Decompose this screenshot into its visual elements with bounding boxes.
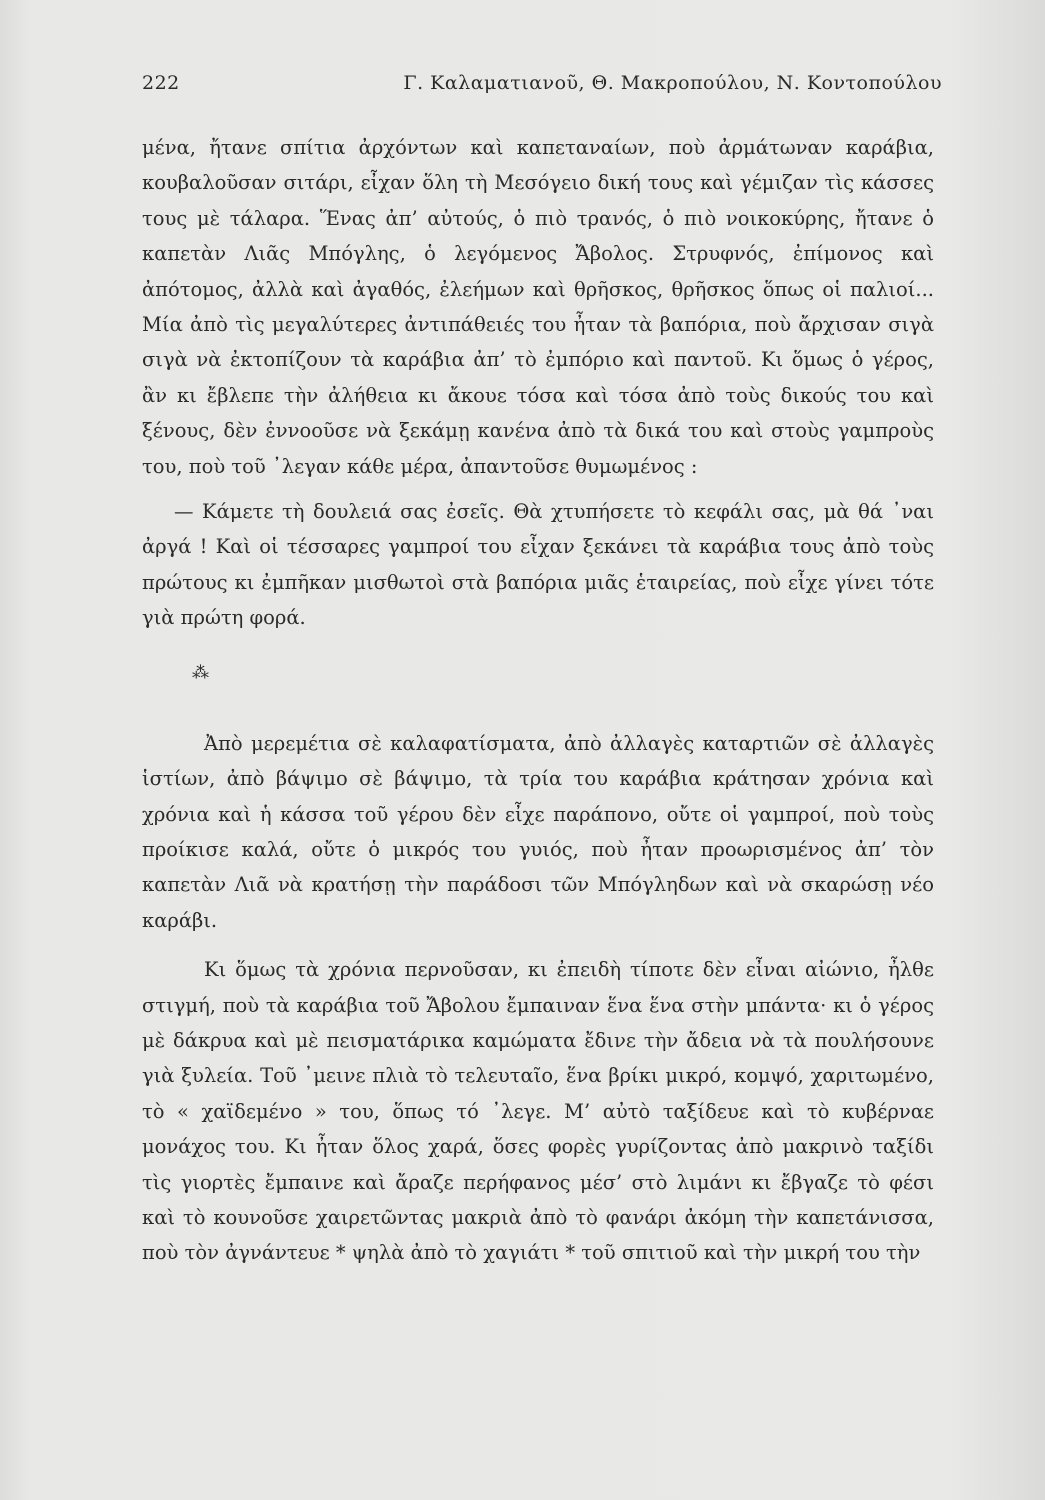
- paragraph-dialogue: — Κάμετε τὴ δουλειά σας ἐσεῖς. Θὰ χτυπήσετε τὸ κεφάλι σας, μὰ θά ᾽ναι ἀργά ! Καὶ οἱ τέσσαρες γαμπροί του εἶχαν ξεκάνει τὰ καράβια τους ἀπὸ τοὺς πρώτους κι ἐμπῆκαν μισθωτοὶ στὰ βαπόρια μιᾶς ἑταιρείας, ποὺ εἶχε γίνει τότε γιὰ πρώτη φορά.: [142, 500, 934, 630]
- page-header: [142, 72, 942, 102]
- paragraph-continued: μένα, ἤτανε σπίτια ἀρχόντων καὶ καπεταναίων, ποὺ ἀρμάτωναν καράβια, κουβαλοῦσαν σιτάρι, εἶχαν ὅλη τὴ Μεσόγειο δική τους καὶ γέμιζαν τὶς κάσσες τους μὲ τάλαρα. Ἕνας ἀπ’ αὐτούς, ὁ πιὸ τρανός, ὁ πιὸ νοικοκύρης, ἤτανε ὁ καπετὰν Λιᾶς Μπόγλης, ὁ λεγόμενος Ἄβολος. Στρυφνός, ἐπίμονος καὶ ἀπότομος, ἀλλὰ καὶ ἀγαθός, ἐλεήμων καὶ θρῆσκος, θρῆσκος ὅπως οἱ παλιοί... Μία ἀπὸ τὶς μεγαλύτερες ἀντιπάθειές του ἦταν τὰ βαπόρια, ποὺ ἄρχισαν σιγὰ σιγὰ νὰ ἐκτοπίζουν τὰ καράβια ἀπ’ τὸ ἐμπόριο καὶ παντοῦ. Κι ὅμως ὁ γέρος, ἂν κι ἔβλεπε τὴν ἀλήθεια κι ἄκουε τόσα καὶ τόσα ἀπὸ τοὺς δικούς του καὶ ξένους, δὲν ἐννοοῦσε νὰ ξεκάμῃ κανένα ἀπὸ τὰ δικά του καὶ στοὺς γαμπροὺς του, ποὺ τοῦ ᾽λεγαν κάθε μέρα, ἀπαντοῦσε θυμωμένος :: [142, 136, 934, 478]
- section-break-asterism: ⁂: [192, 662, 209, 683]
- paragraph-section-start: Ἀπὸ μερεμέτια σὲ καλαφατίσματα, ἀπὸ ἀλλαγὲς καταρτιῶν σὲ ἀλλαγὲς ἱστίων, ἀπὸ βάψιμο σὲ βάψιμο, τὰ τρία του καράβια κράτησαν χρόνια καὶ χρόνια καὶ ἡ κάσσα τοῦ γέρου δὲν εἶχε παράπονο, οὔτε οἱ γαμπροί, ποὺ τοὺς προίκισε καλά, οὔτε ὁ μικρός του γυιός, ποὺ ἦταν προωρισμένος ἀπ’ τὸν καπετὰν Λιᾶ νὰ κρατήσῃ τὴν παράδοσι τῶν Μπόγληδων καὶ νὰ σκαρώσῃ νέο καράβι.: [142, 731, 934, 932]
- body-text: [142, 130, 934, 1271]
- paragraph-final: Κι ὅμως τὰ χρόνια περνοῦσαν, κι ἐπειδὴ τίποτε δὲν εἶναι αἰώνιο, ἦλθε στιγμή, ποὺ τὰ καράβια τοῦ Ἄβολου ἔμπαιναν ἕνα ἕνα στὴν μπάντα· κι ὁ γέρος μὲ δάκρυα καὶ μὲ πεισματάρικα καμώματα ἔδινε τὴν ἄδεια νὰ τὰ πουλήσουνε γιὰ ξυλεία. Τοῦ ᾽μεινε πλιὰ τὸ τελευταῖο, ἕνα βρίκι μικρό, κομψό, χαριτωμένο, τὸ « χαϊδεμένο » του, ὅπως τό ᾽λεγε. Μ’ αὐτὸ ταξίδευε καὶ τὸ κυβέρναε μονάχος του. Κι ἦταν ὅλος χαρά, ὅσες φορὲς γυρίζοντας ἀπὸ μακρινὸ ταξίδι τὶς γιορτὲς ἔμπαινε καὶ ἄραζε περήφανος μέσ’ στὸ λιμάνι κι ἔβγαζε τὸ φέσι καὶ τὸ κουνοῦσε χαιρετῶντας μακριὰ ἀπὸ τὸ φανάρι ἀκόμη τὴν καπετάνισσα, ποὺ τὸν ἀγνάντευε * ψηλὰ ἀπὸ τὸ χαγιάτι * τοῦ σπιτιοῦ καὶ τὴν μικρή του τὴν: [142, 958, 934, 1265]
- page-number: 222: [142, 72, 180, 94]
- running-title: Γ. Καλαματιανοῦ, Θ. Μακροπούλου, Ν. Κοντοπούλου: [403, 72, 942, 94]
